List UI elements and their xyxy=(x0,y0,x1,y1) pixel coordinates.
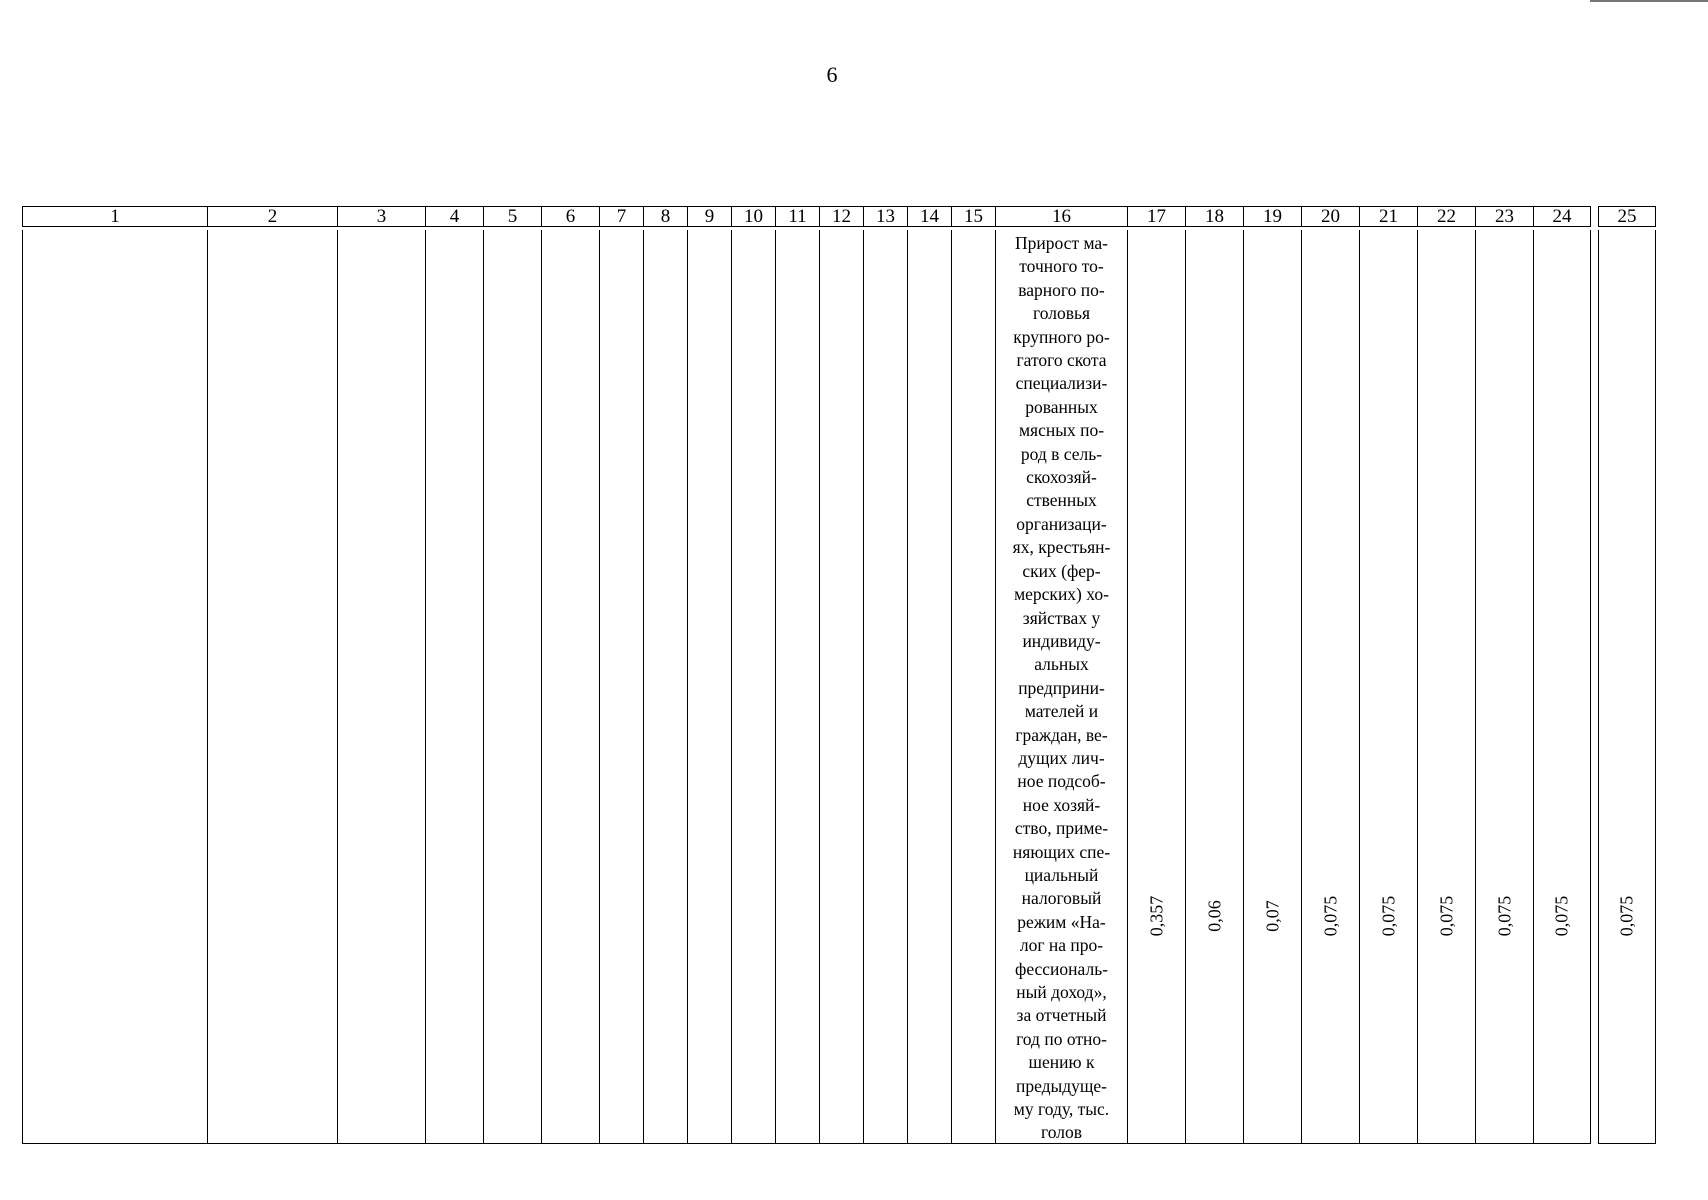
table-cell-col-4 xyxy=(425,230,484,1144)
value-col-18: 0,06 xyxy=(1204,900,1224,932)
table-cell-col-23 xyxy=(1475,230,1534,1144)
value-col-24: 0,075 xyxy=(1551,895,1572,937)
column-header-19: 19 xyxy=(1243,206,1302,227)
page-number: 6 xyxy=(826,62,838,87)
indicator-line: граждан, ве- xyxy=(1015,724,1108,745)
indicator-line: гатого скота xyxy=(1016,350,1107,371)
data-table xyxy=(22,206,1656,1143)
indicator-line: альных xyxy=(1034,654,1089,675)
table-cell-col-2 xyxy=(207,230,338,1144)
indicator-line: мясных по- xyxy=(1018,420,1105,441)
column-header-25: 25 xyxy=(1598,206,1656,227)
value-col-19: 0,07 xyxy=(1262,900,1282,932)
indicator-line: ное хозяй- xyxy=(1022,794,1101,815)
column-header-22: 22 xyxy=(1417,206,1476,227)
indicator-line: крупного ро- xyxy=(1013,326,1110,347)
value-col-25: 0,075 xyxy=(1616,895,1637,937)
indicator-line: род в сель- xyxy=(1020,443,1103,464)
column-header-7: 7 xyxy=(599,206,644,227)
column-header-9: 9 xyxy=(687,206,732,227)
column-header-11: 11 xyxy=(775,206,820,227)
column-header-16: 16 xyxy=(995,206,1128,227)
table-cell-col-24 xyxy=(1533,230,1591,1144)
column-header-2: 2 xyxy=(207,206,338,227)
column-header-3: 3 xyxy=(337,206,426,227)
top-edge-rule xyxy=(1590,0,1708,2)
value-col-21: 0,075 xyxy=(1378,895,1398,937)
column-header-21: 21 xyxy=(1359,206,1418,227)
indicator-line: предыдуще- xyxy=(1015,1075,1108,1096)
column-header-20: 20 xyxy=(1301,206,1360,227)
indicator-line: шению к xyxy=(1028,1052,1095,1073)
indicator-line: рованных xyxy=(1025,396,1098,417)
table-cell-col-5 xyxy=(483,230,542,1144)
value-col-23: 0,075 xyxy=(1494,895,1514,937)
table-cell-col-20 xyxy=(1301,230,1360,1144)
indicator-line: скохозяй- xyxy=(1026,467,1097,488)
indicator-line: за отчетный xyxy=(1016,1005,1107,1026)
indicator-line: ях, крестьян- xyxy=(1012,537,1111,558)
indicator-line: организаци- xyxy=(1016,513,1107,534)
column-header-17: 17 xyxy=(1127,206,1186,227)
table-cell-col-14 xyxy=(907,230,952,1144)
table-cell-col-6 xyxy=(541,230,600,1144)
indicator-line: ских (фер- xyxy=(1022,560,1101,581)
indicator-line: Прирост ма- xyxy=(1014,233,1109,253)
indicator-line: мерских) хо- xyxy=(1014,584,1109,605)
table-cell-col-10 xyxy=(731,230,776,1144)
table-cell-col-7 xyxy=(599,230,644,1144)
table-cell-col-19 xyxy=(1243,230,1302,1144)
indicator-line: ственных xyxy=(1026,490,1097,511)
column-header-4: 4 xyxy=(425,206,484,227)
column-header-23: 23 xyxy=(1475,206,1534,227)
indicator-line: му году, тыс. xyxy=(1013,1099,1110,1120)
table-cell-col-13 xyxy=(863,230,908,1144)
column-header-10: 10 xyxy=(731,206,776,227)
indicator-line: ное подсоб- xyxy=(1017,771,1106,792)
table-cell-indicator xyxy=(995,230,1128,1144)
indicator-line: головья xyxy=(1032,303,1091,324)
table-cell-col-3 xyxy=(337,230,426,1144)
table-cell-col-22 xyxy=(1417,230,1476,1144)
value-col-22: 0,075 xyxy=(1436,895,1456,937)
column-header-8: 8 xyxy=(643,206,688,227)
indicator-line: год по отно- xyxy=(1016,1028,1107,1049)
column-header-1: 1 xyxy=(22,206,208,227)
indicator-line: налоговый xyxy=(1021,888,1102,909)
indicator-line: ство, приме- xyxy=(1014,818,1109,839)
indicator-line: голов xyxy=(1040,1122,1082,1143)
indicator-line: индивиду- xyxy=(1022,630,1101,651)
indicator-line: предприни- xyxy=(1018,677,1105,698)
table-cell-col-17 xyxy=(1127,230,1186,1144)
value-col-20: 0,075 xyxy=(1320,895,1340,937)
indicator-line: фессиональ- xyxy=(1014,958,1109,979)
column-header-24: 24 xyxy=(1533,206,1591,227)
indicator-line: зяйствах у xyxy=(1022,607,1101,628)
table-cell-col-25 xyxy=(1598,230,1656,1144)
column-header-15: 15 xyxy=(951,206,996,227)
indicator-line: няющих спе- xyxy=(1012,841,1111,862)
table-cell-col-8 xyxy=(643,230,688,1144)
column-header-14: 14 xyxy=(907,206,952,227)
indicator-line: дущих лич- xyxy=(1018,747,1105,768)
table-cell-col-21 xyxy=(1359,230,1418,1144)
table-cell-col-15 xyxy=(951,230,996,1144)
indicator-line: варного по- xyxy=(1018,279,1105,300)
value-col-17: 0,357 xyxy=(1146,895,1166,937)
column-header-5: 5 xyxy=(483,206,542,227)
column-header-12: 12 xyxy=(819,206,864,227)
table-cell-col-9 xyxy=(687,230,732,1144)
column-header-6: 6 xyxy=(541,206,600,227)
table-cell-col-11 xyxy=(775,230,820,1144)
table-cell-col-1 xyxy=(22,230,208,1144)
column-header-13: 13 xyxy=(863,206,908,227)
table-cell-col-12 xyxy=(819,230,864,1144)
indicator-line: ный доход», xyxy=(1016,982,1107,1002)
indicator-line: режим «На- xyxy=(1017,911,1106,932)
indicator-line: мателей и xyxy=(1024,701,1099,722)
table-cell-col-18 xyxy=(1185,230,1244,1144)
indicator-line: специализи- xyxy=(1015,373,1108,394)
indicator-description xyxy=(996,232,1127,1145)
column-header-18: 18 xyxy=(1185,206,1244,227)
table-header-row xyxy=(22,206,1656,228)
indicator-line: лог на про- xyxy=(1019,935,1104,956)
indicator-line: циальный xyxy=(1024,864,1099,885)
indicator-line: точного то- xyxy=(1019,256,1104,277)
